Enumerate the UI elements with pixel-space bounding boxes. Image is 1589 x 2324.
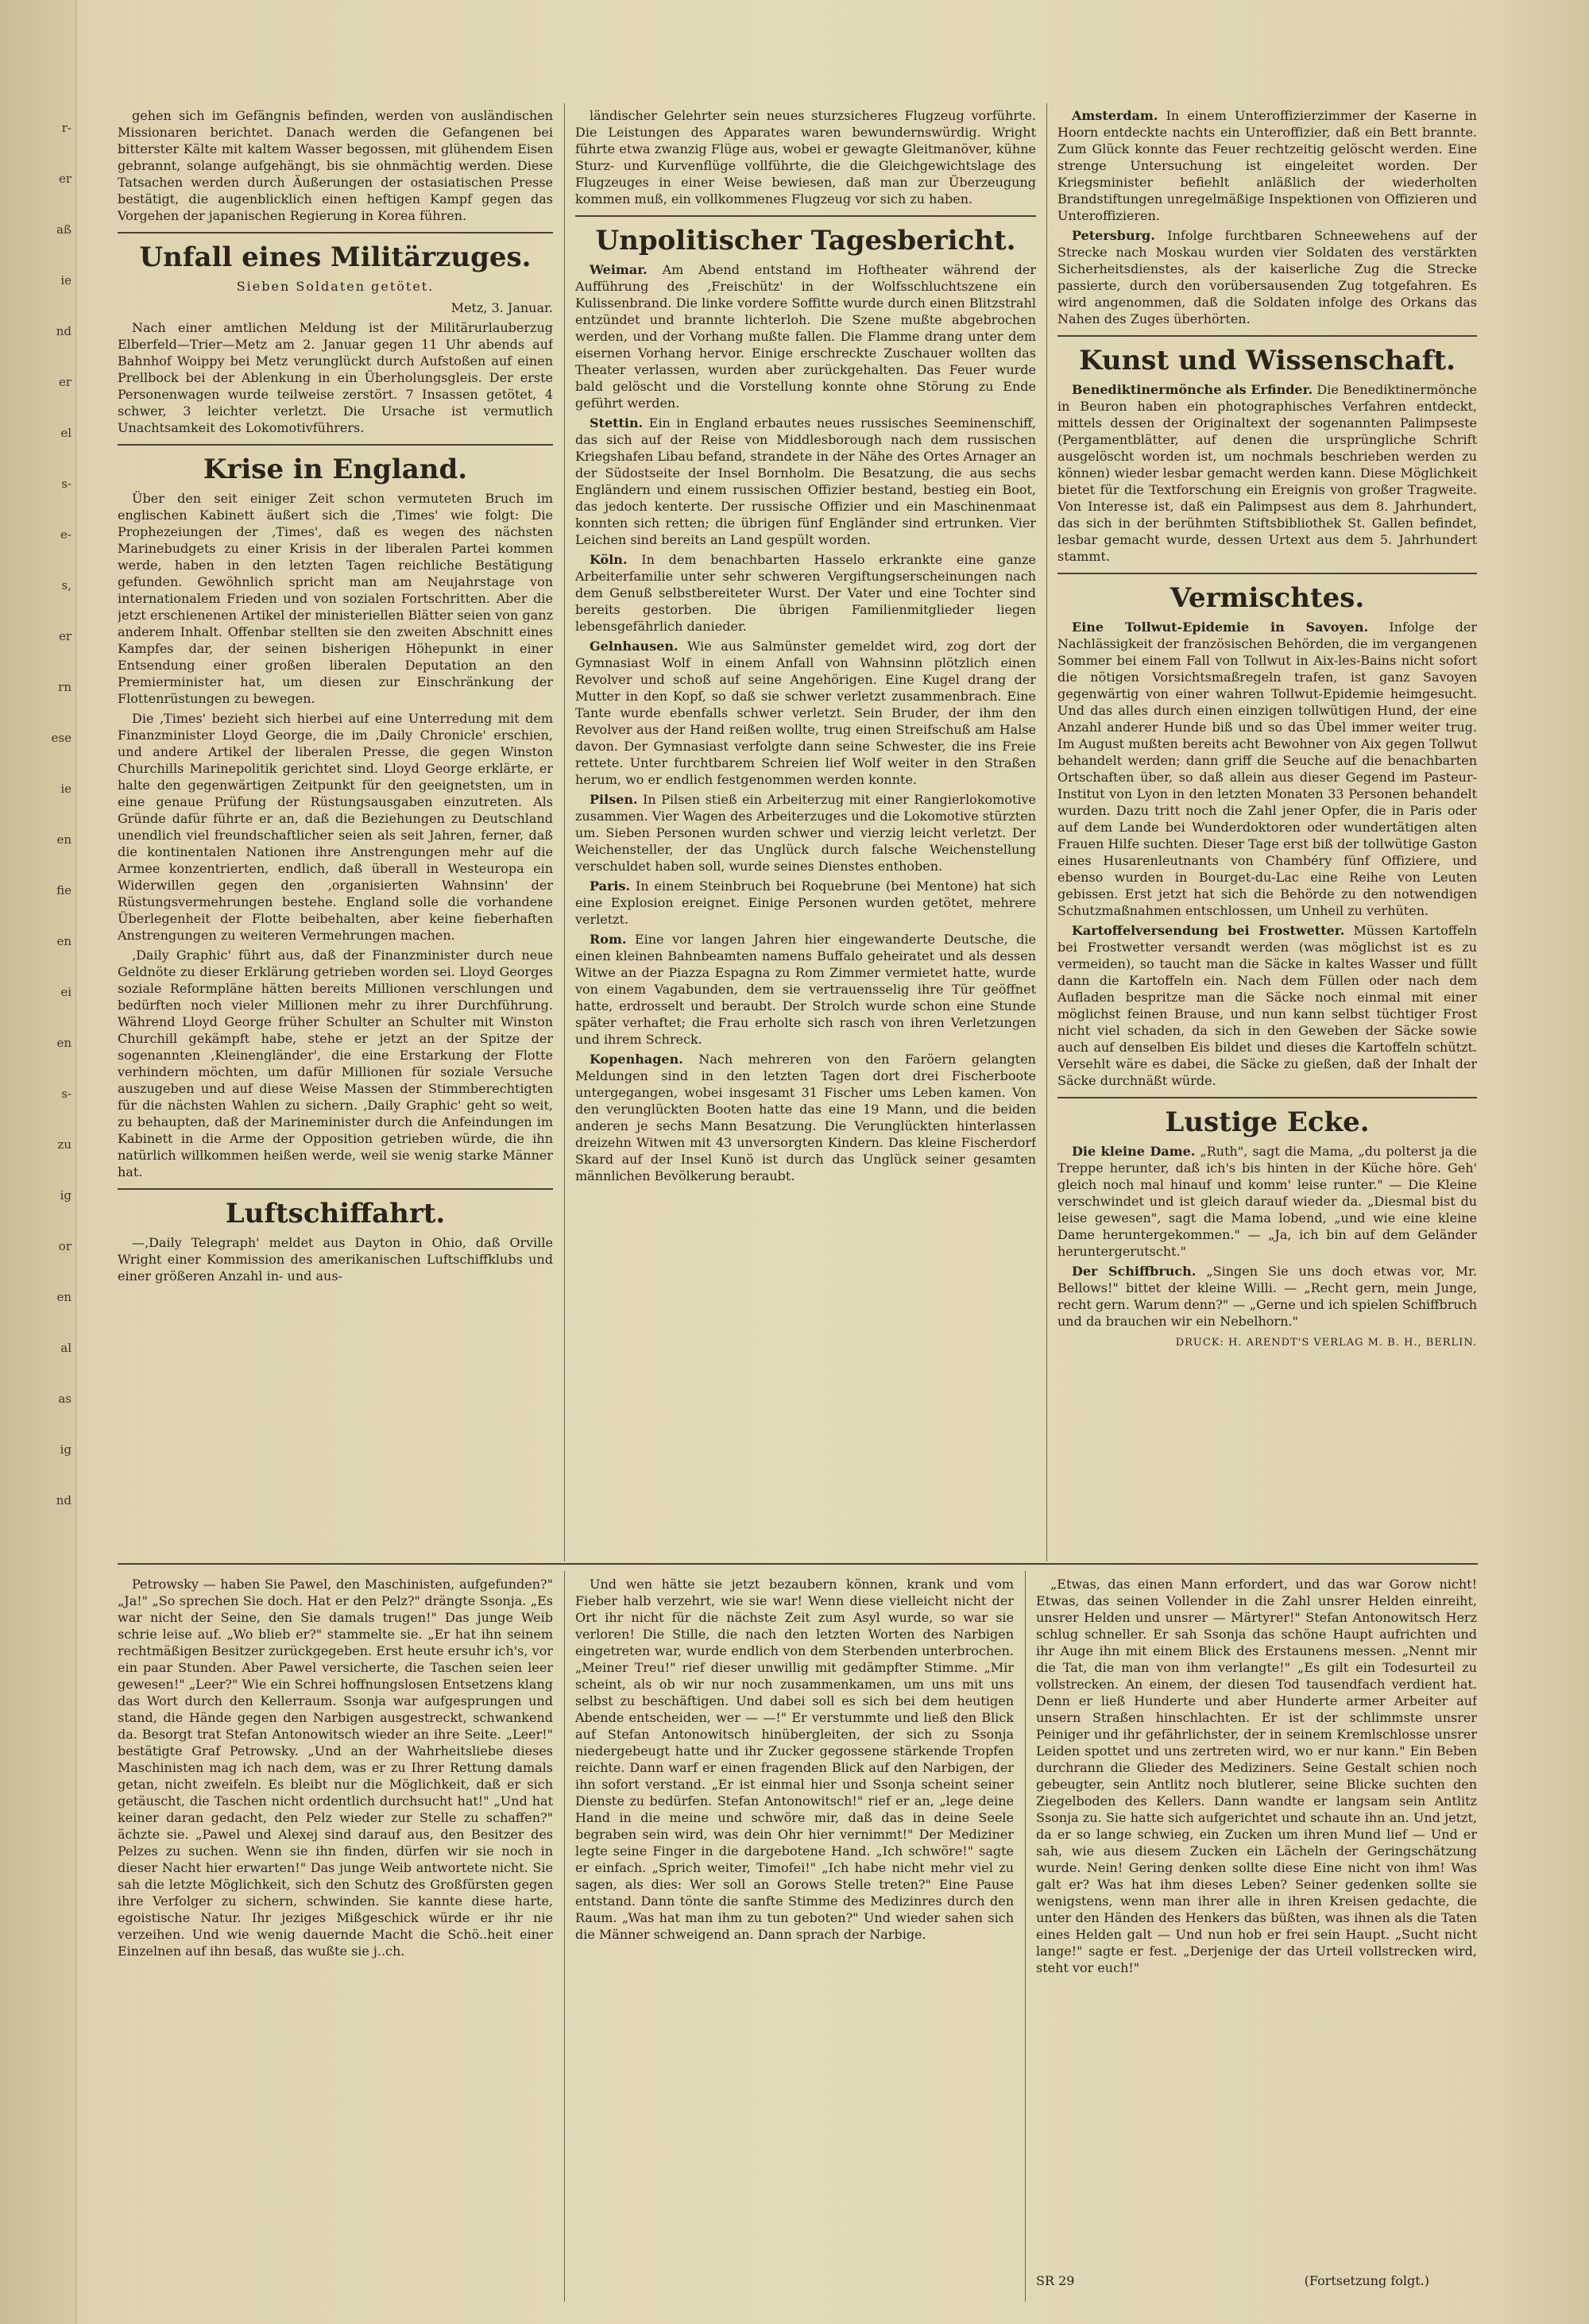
item-lead: Die kleine Dame. [1072,1144,1196,1159]
item-place: Weimar. [590,262,648,277]
headline-aviation: Luftschiffahrt. [225,1198,446,1230]
report-item [575,931,1036,1048]
gutter-text-fragment: er [58,629,72,643]
report-item [575,261,1036,411]
item-text: In Pilsen stieß ein Arbeiterzug mit einer Rangierlokomotive zusammen. Vier Wagen des Arbeiterzuges und die Lokomotive stürzten um. Sieben Personen wurden schwer und vierzig leicht verletzt. Der Weichensteller, der das Unglück durch falsche Weichenstellung verschuldet haben soll, wurde seines Dienstes enthoben. [575,792,1036,874]
item-place: Rom. [590,932,627,947]
headline-crisis-england: Krise in England. [203,454,468,485]
item-text: In einem Steinbruch bei Roquebrune (bei Mentone) hat sich eine Explosion ereignet. Einige Personen wurden getötet, mehrere verletzt. [575,878,1036,927]
gutter-text-fragment: er [58,172,72,186]
article-separator [118,232,553,234]
item-text: Infolge furchtbaren Schneewehens auf der Strecke nach Moskau wurden vier Soldaten des verstärkten Sicherheitsdienstes, als der kaiserliche Zug die Strecke passierte, durch den vorübersausenden Zug totgefahren. Es wird angenommen, daß die Soldaten infolge des Orkans das Nahen des Zuges überhörten. [1057,228,1477,326]
report-item [575,551,1036,635]
item-text: Nach mehreren von den Faröern gelangten Meldungen sind in den letzten Tagen dort drei Fischerboote untergegangen, wobei insgesamt 31 Fischer ums Leben kamen. Von den verunglückten Booten hatte das eine 19 Mann, und die beiden anderen je sechs Mann Besatzung. Die Verunglückten hinterlassen dreizehn Witwen mit 43 unversorgten Kindern. Das kleine Fischerdorf Skard auf der Insel Kunö ist durch das Unglück seiner gesamten männlichen Bevölkerung beraubt. [575,1052,1036,1183]
gutter-text-fragment: zu [57,1137,72,1152]
gutter-text-fragment: ie [60,273,72,288]
gutter-text-fragment: s- [61,1087,72,1101]
item-text: Die Benediktinermönche in Beuron haben ein photographisches Verfahren entdeckt, mittels dessen der Originaltext der sogenannten Palimpseste (Pergamentblätter, auf denen die ursprüngliche Schrift ausgelöscht worden ist, um nochmals beschrieben werden zu können) wieder lesbar gemacht werden kann. Diese Möglichkeit bietet für die Textforschung ein Ereignis von großer Tragweite. Von Interesse ist, daß ein Palimpsest aus dem 8. Jahrhundert, das sich in der berühmten Stiftsbibliothek St. Gallen befindet, lesbar gemacht wurde, dessen Urtext aus dem 5. Jahrhundert stammt. [1057,382,1477,564]
subheadline: Sieben Soldaten getötet. [236,279,435,294]
article-text [1057,381,1477,565]
gutter-text-fragment: en [56,934,72,948]
article-separator [118,444,553,446]
gutter-text-fragment: en [56,1036,72,1050]
feuilleton-column-1 [118,1576,553,2299]
gutter-text-fragment: r- [61,121,72,135]
article-text: gehen sich im Gefängnis befinden, werden von ausländischen Missionaren berichtet. Danach werden die Gefangenen bei bitterster Kälte mit kaltem Wasser begossen, mit glühendem Eisen gebrannt, solange aufgehängt, bis sie ohnmächtig werden. Diese Tatsachen werden durch Äußerungen der ostasiatischen Presse bestätigt, die augenblicklich einen heftigen Kampf gegen das Vorgehen der japanischen Regierung in Korea führen. [118,108,553,223]
item-text: „Ruth", sagt die Mama, „du polterst ja die Treppe herunter, daß ich's bis hinten in der Küche höre. Geh' gleich noch mal hinauf und komm' leise runter." — Die Kleine verschwindet und ist gleich darauf wieder da. „Diesmal bist du leise gewesen", sagt die Mama lobend, „und wie eine kleine Dame heruntergekommen." — „Ja, ich bin auf dem Geländer heruntergerutscht." [1057,1144,1477,1259]
gutter-text-fragment: el [60,426,72,440]
gutter-text-fragment: as [58,1392,72,1406]
headline-funny-corner: Lustige Ecke. [1165,1106,1370,1138]
column-rule [564,1571,565,2302]
headline-daily-report: Unpolitischer Tagesbericht. [595,225,1016,257]
printer-imprint: DRUCK: H. ARENDT'S VERLAG M. B. H., BERLIN. [1175,1337,1477,1349]
article-text: Die ‚Times' bezieht sich hierbei auf eine Unterredung mit dem Finanzminister Lloyd George, die im ‚Daily Chronicle' erschien, und andere Artikel der liberalen Presse, die gegen Winston Churchills Marinepolitik gerichtet sind. Lloyd George erklärte, er halte den gegenwärtigen Zeitpunkt für den geeignetsten, um in eine genaue Prüfung der Rüstungsausgaben einzutreten. Als Gründe dafür führte er an, daß die Beziehungen zu Deutschland unendlich viel freundschaftlicher seien als seit Jahren, ferner, daß die kontinentalen Nationen ihre Anstrengungen mehr auf die Armee konzentrierten, endlich, daß überall in Westeuropa ein Widerwillen gegen den ‚organisierten Wahnsinn' der Rüstungsvermehrungen bestehe. England solle die vorhandene Überlegenheit der Flotte beibehalten, aber keine fieberhaften Anstrengungen zu weiteren Vermehrungen machen. [118,711,553,943]
gutter-text-fragment: aß [56,222,72,237]
headline-art-science: Kunst und Wissenschaft. [1079,345,1456,376]
article-text [1057,1143,1477,1260]
gutter-text-fragment: al [60,1341,72,1355]
headline-train-accident: Unfall eines Militärzuges. [139,241,532,273]
column-rule [564,103,565,1562]
gutter-text-fragment: fie [56,883,72,898]
item-place: Gelnhausen. [590,639,679,654]
report-item [575,878,1036,928]
article-text [1057,922,1477,1089]
report-item [1057,227,1477,327]
article-text: Über den seit einiger Zeit schon vermuteten Bruch im englischen Kabinett äußert sich die ‚Times' wie folgt: Die Prophezeiungen der ‚Times', daß es wegen des nächsten Marinebudgets zu einer Krisis in der liberalen Partei kommen werde, haben in den letzten Tagen reichliche Bestätigung gefunden. Gewöhnlich spricht man am Neujahrstage von internationalem Frieden und von sozialen Fortschritten. Aber die jetzt erschienenen Artikel der ministeriellen Blätter seien von ganz anderem Inhalt. Offenbar stellten sie den zweiten Abschnitt eines Kampfes dar, der seinen bisherigen Höhepunkt in einer Entsendung einer großen liberalen Deputation an den Premierminister hat, um diesen zur Einschränkung der Flottenrüstungen zu bewegen. [118,491,553,706]
feuilleton-footer [1036,2273,1477,2297]
gutter-text-fragment: s- [61,477,72,491]
item-place: Amsterdam. [1072,108,1158,123]
item-place: Stettin. [590,415,644,430]
article-text: Nach einer amtlichen Meldung ist der Militärurlauberzug Elberfeld—Trier—Metz am 2. Januar gegen 11 Uhr abends auf Bahnhof Woippy bei Metz verunglückt durch Aufstoßen auf einen Prellbock bei der Ablenkung in ein Überholungsgleis. Der erste Personenwagen wurde teilweise zerstört. 7 Insassen getötet, 4 schwer, 3 leichter verletzt. Die Ursache ist vermutlich Unachtsamkeit des Lokomotivführers. [118,320,553,435]
article-separator [1057,573,1477,574]
novel-text: Und wen hätte sie jetzt bezaubern können, krank und vom Fieber halb verzehrt, wie sie war! Wenn diese vielleicht nicht der Ort ihr nicht für die nächste Zeit zum Asyl wurde, so war sie verloren! Die Stille, die nach den letzten Worten des Narbigen eingetreten war, wurde endlich von dem Sterbenden unterbrochen. „Meiner Treu!" rief dieser unwillig mit gedämpfter Stimme. „Mir scheint, als ob wir nur noch zusammenkamen, um uns mit uns selbst zu beschäftigen. Und dabei soll es sich bei dem heutigen Abende entscheiden, wer — —!" Er verstummte und ließ den Blick auf Stefan Antonowitsch hinübergleiten, der sich zu Ssonja niedergebeugt hatte und ihr Zucker gegossene stärkende Tropfen reichte. Dann warf er einen fragenden Blick auf den Narbigen, der ihn sofort verstand. „Er ist einmal hier und Ssonja scheint seiner Dienste zu bedürfen. Stefan Antonowitsch!" rief er an, „lege deine Hand in die meine und schwöre mir, daß das in deine Seele begraben sein wird, was dein Ohr hier vernimmt!" Der Mediziner legte seine Finger in die dargebotene Hand. „Ich schwöre!" sagte er einfach. „Sprich weiter, Timofei!" „Ich habe nicht mehr viel zu sagen, als dies: Wer soll an Gorows Stelle treten?" Eine Pause entstand. Dann tönte die sanfte Stimme des Medizinres durch den Raum. „Was hat man ihm zu tun geboten?" Und wieder sahen sich die Männer schweigend an. Dann sprach der Narbige. [575,1577,1014,1942]
article-text: ‚Daily Graphic' führt aus, daß der Finanzminister durch neue Geldnöte zu dieser Erklärung getrieben worden sei. Lloyd Georges soziale Reformpläne hätten bereits Millionen verschlungen und bedürften noch vieler Millionen mehr zu ihrer Durchführung. Während Lloyd George früher Schulter an Schulter mit Winston Churchill gekämpft habe, stehe er jetzt an der Spitze der sogenannten ‚Kleinengländer', die eine Erstarkung der Flotte verhindern möchten, um dafür Millionen für soziale Versuche auszugeben und auf diese Weise Massen der Stimmberechtigten für die nächsten Wahlen zu sichern. ‚Daily Graphic' geht so weit, zu behaupten, daß der Marineminister durch die Anfeindungen im Kabinett in die Arme der Opposition getrieben würde, die ihn natürlich willkommen heißen werde, weil sie wenig starke Männer hat. [118,948,553,1179]
column-1 [118,107,553,1558]
item-text: Infolge der Nachlässigkeit der französischen Behörden, die im vergangenen Sommer bei einem Fall von Tollwut in Aix-les-Bains nicht sofort die nötigen Vorsichtsmaßregeln trafen, ist ganz Savoyen gegenwärtig von einer wahren Tollwut-Epidemie heimgesucht. Und das alles durch einen einzigen tollwütigen Hund, der eine Anzahl anderer Hunde biß und so das Übel immer weiter trug. Im August mußten bereits acht Bewohner von Aix gegen Tollwut behandelt werden; dann griff die Seuche auf die benachbarten Ortschaften über, so daß allein aus dieser Gegend im Pasteur-Institut von Lyon in den letzten Monaten 33 Personen behandelt wurden. Dazu tritt noch die Zahl jener Opfer, die in Paris oder auf dem Lande bei Wunderdoktoren oder wundertätigen alten Frauen Hilfe suchten. Dieser Tage erst biß der tollwütige Gaston eines Husarenleutnants von Chambéry fünf Offiziere, und ebenso wurden in Bourget-du-Lac eine Reihe von Leuten gebissen. Erst jetzt hat sich die Behörde zu den notwendigen Schutzmaßnahmen entschlossen, um Unheil zu verhüten. [1057,620,1477,918]
novel-text: Petrowsky — haben Sie Pawel, den Maschinisten, aufgefunden?" „Ja!" „So sprechen Sie doch. Hat er den Pelz?" drängte Ssonja. „Es war nicht der Seine, den Sie damals trugen!" Das junge Weib schrie leise auf. „Wo blieb er?" stammelte sie. „Er hat ihn seinem rechtmäßigen Besitzer zurückgegeben. Erst heute ersuhr ich's, vor ein paar Stunden. Aber Pawel versicherte, die Taschen seien leer gewesen!" „Leer?" Wie ein Schrei hoffnungslosen Entsetzens klang das Wort durch den Kellerraum. Ssonja war aufgesprungen und stand, die Hände gegen den Narbigen ausgestreckt, schwankend da. Besorgt trat Stefan Antonowitsch wieder an ihre Seite. „Leer!" bestätigte Graf Petrowsky. „Und an der Wahrheitsliebe dieses Maschinisten mag ich nach dem, was er zu Ihrer Rettung damals getan, nicht zweifeln. Es bleibt nur die Möglichkeit, daß er sich getäuscht, die Taschen nicht ordentlich durchsucht hat!" „Und hat keiner daran gedacht, den Pelz wieder zur Stelle zu schaffen?" ächzte sie. „Pawel und Alexej sind darauf aus, den Besitzer des Pelzes zu suchen. Wenn sie ihn finden, dürfen wir sie noch in dieser Nacht hier erwarten!" Das junge Weib antwortete nicht. Sie sah die letzte Möglichkeit, sich den Schutz des Großfürsten gegen ihre Verfolger zu sichern, schwinden. Sie kannte diese harte, egoistische Natur. Ihr jeziges Mißgeschick würde er ihr nie verzeihen. Und wie wenig dauernde Macht die Schö..heit einer Einzelnen auf ihn besaß, das wußte sie j..ch. [118,1577,553,1959]
article-text [1057,1263,1477,1330]
item-text: „Singen Sie uns doch etwas vor, Mr. Bellows!" bittet der kleine Willi. — „Recht gern, mein Junge, recht gern. Warum denn?" — „Gerne und ich spielen Schiffbruch und da brauchen wir ein Nebelhorn." [1057,1264,1477,1329]
gutter-text-fragment: er [58,375,72,389]
feuilleton-divider [118,1563,1478,1565]
gutter-text-fragment: nd [56,324,72,338]
article-separator [1057,1097,1477,1098]
article-separator [1057,335,1477,337]
report-item [575,415,1036,548]
item-text: Wie aus Salmünster gemeldet wird, zog dort der Gymnasiast Wolf in einem Anfall von Wahnsinn plötzlich einen Revolver und schoß auf seine Angehörigen. Eine Kugel drang der Mutter in den Kopf, so daß sie schwer verletzt zusammenbrach. Eine Tante wurde ebenfalls schwer verletzt. Sein Bruder, der ihm den Revolver aus der Hand reißen wollte, trug einen Streifschuß am Halse davon. Der Gymnasiast verfolgte dann seine Schwester, die ins Freie rettete. Unter furchtbarem Schreien lief Wolf weiter in den Straßen herum, wo er endlich festgenommen werden konnte. [575,639,1036,787]
gutter-text-fragment: ie [60,782,72,796]
item-lead: Eine Tollwut-Epidemie in Savoyen. [1072,620,1369,635]
item-text: Ein in England erbautes neues russisches Seeminenschiff, das sich auf der Reise von Middlesborough nach dem russischen Kriegshafen Libau befand, strandete in der Nähe des Ortes Arnager an der Südostseite der Insel Bornholm. Die Besatzung, die aus sechs Engländern und einem russischen Offizier bestand, bestieg ein Boot, das jedoch kenterte. Der russische Offizier und ein Maschinenmaat konnten sich retten; die übrigen fünf Engländer sind ertrunken. Vier Leichen sind bereits an Land gespült worden. [575,415,1036,547]
report-item [1057,107,1477,224]
feuilleton-column-2 [575,1576,1014,2299]
report-item [575,1051,1036,1184]
item-lead: Kartoffelversendung bei Frostwetter. [1072,923,1345,938]
report-item [575,638,1036,788]
gutter-text-fragment: ese [51,731,72,745]
gutter-text-fragment: s, [61,578,72,593]
dateline: Metz, 3. Januar. [450,300,553,315]
column-rule [1046,103,1047,1562]
adjacent-page-margin [0,0,76,2324]
gutter-text-fragment: ig [60,1442,72,1457]
folio-number: SR 29 [1036,2273,1075,2288]
gutter-text-fragment: rn [58,680,72,694]
gutter-text-fragment: en [56,832,72,847]
continued-note: (Fortsetzung folgt.) [1304,2273,1429,2288]
gutter-text-fragment: ei [60,985,72,999]
item-place: Paris. [590,878,631,894]
item-text: In einem Unteroffizierzimmer der Kaserne in Hoorn entdeckte nachts ein Unteroffizier, daß ein Bett brannte. Zum Glück konnte das Feuer rechtzeitig gelöscht werden. Eine strenge Untersuchung ist eingeleitet worden. Der Kriegsminister befiehlt anläßlich der wiederholten Brandstiftungen unregelmäßige Inspektionen von Offizieren und Unteroffizieren. [1057,108,1477,223]
novel-text: „Etwas, das einen Mann erfordert, und das war Gorow nicht! Etwas, das seinen Vollender in die Zahl unsrer Helden einreiht, unsrer Helden und unsrer — Märtyrer!" Stefan Antonowitsch Herz schlug schneller. Er sah Ssonja das schöne Haupt aufrichten und ihr Auge ihn mit einem Blick des Erstaunens messen. „Nennt mir die Tat, die man von ihm verlangte!" „Es gilt ein Todesurteil zu vollstrecken. An einem, der diesen Tod tausendfach verdient hat. Denn er ließ Hunderte und aber Hunderte armer Arbeiter auf unsern Straßen hinschlachten. Er ist der schlimmste unsrer Peiniger und ihr gefährlichster, der in seinem Kremlschlosse unsrer Leiden spottet und uns zertreten wird, wo er nur kann." Ein Beben durchrann die Glieder des Mediziners. Seine Gestalt schien noch gebeugter, sein Antlitz noch blutlerer, seine Blicke suchten den Ziegelboden des Kellers. Dann wandte er langsam sein Antlitz Ssonja zu. Sie hatte sich aufgerichtet und schaute ihn an. Und jetzt, da er so lange schwieg, ein Zucken um ihren Mund lief — Und er sah, wie aus diesem Zucken ein Lächeln der Geringschätzung wurde. Nein! Gering denken sollte diese Eine nicht von ihm! Was galt er? Was hat ihm dieses Leben? Seiner gedenken sollte sie wenigstens, wenn man ihrer alle in ihren Kreisen gedachte, die unter den Händen des Henkers das büßten, was ihnen als die Taten eines Helden galt — Und nun hob er frei sein Haupt. „Sucht nicht lange!" sagte er fest. „Derjenige der das Urteil vollstrecken wird, steht vor euch!" [1036,1577,1477,1975]
headline-miscellaneous: Vermischtes. [1170,582,1365,614]
article-text: —‚Daily Telegraph' meldet aus Dayton in Ohio, daß Orville Wright einer Kommission des amerikanischen Luftschiffklubs und einer größeren Anzahl in- und aus- [118,1235,553,1284]
item-place: Kopenhagen. [590,1052,683,1067]
gutter-text-fragment: en [56,1290,72,1304]
feuilleton-column-3 [1036,1576,1477,2275]
item-text: Eine vor langen Jahren hier eingewanderte Deutsche, die einen kleinen Bahnbeamten namens Buffalo geheiratet und als dessen Witwe an der Piazza Espagna zu Rom Zimmer vermietet hatte, wurde von einem Vagabunden, dem sie vertrauensselig ihre Tür geöffnet hatte, erdrosselt und beraubt. Der Strolch wurde schon eine Stunde später verhaftet; die Frau erholte sich rasch von ihren Verletzungen und ihrem Schreck. [575,932,1036,1047]
gutter-text-fragment: or [58,1239,72,1253]
item-text: Am Abend entstand im Hoftheater während der Aufführung des ‚Freischütz' in der Wolfsschluchtszene ein Kulissenbrand. Die linke vordere Soffitte wurde durch einen Blitzstrahl entzündet und brannte lichterloh. Die Szene mußte abgebrochen werden, und der Vorhang mußte fallen. Die Flamme drang unter dem eisernen Vorhang hervor. Einige erschreckte Zuschauer wollten das Theater verlassen, wurden aber zurückgehalten. Das Feuer wurde bald gelöscht und die Vorstellung konnte ohne Störung zu Ende geführt werden. [575,262,1036,411]
report-item [575,791,1036,874]
article-text [1057,619,1477,919]
item-place: Köln. [590,552,628,567]
article-separator [575,215,1036,217]
item-lead: Benediktinermönche als Erfinder. [1072,382,1313,397]
item-place: Petersburg. [1072,228,1155,243]
column-3 [1057,107,1477,1558]
item-text: In dem benachbarten Hasselo erkrankte eine ganze Arbeiterfamilie unter sehr schweren Vergiftungserscheinungen nach dem Genuß selbstbereiteter Wurst. Der Vater und eine Tochter sind bereits gestorben. Die übrigen Familienmitglieder liegen lebensgefährlich danieder. [575,552,1036,634]
gutter-text-fragment: nd [56,1493,72,1508]
column-2 [575,107,1036,1558]
item-text: Müssen Kartoffeln bei Frostwetter versandt werden (was möglichst ist es zu vermeiden), so taucht man die Säcke in kaltes Wasser und füllt dann die Kartoffeln ein. Nach dem Füllen oder nach dem Aufladen bespritze man die Säcke noch einmal mit einer möglichst feinen Brause, und nun kann selbst tüchtiger Frost nicht viel schaden, da sich in den Geweben der Säcke sowie auch auf denselben Eis bildet und dieses die Kartoffeln schützt. Versehlt wäre es dabei, die Säcke zu gießen, daß der Inhalt der Säcke durchnäßt würde. [1057,923,1477,1088]
article-separator [118,1188,553,1190]
item-place: Pilsen. [590,792,638,807]
article-text: ländischer Gelehrter sein neues sturzsicheres Flugzeug vorführte. Die Leistungen des Apparates waren bewundernswürdig. Wright führte etwa zwanzig Flüge aus, wobei er gewagte Gleitmanöver, kühne Sturz- und Kurvenflüge vollführte, die die Gleichgewichtslage des Flugzeuges in einer Weise bewiesen, daß man zur Überzeugung kommen muß, ein vollkommenes Flugzeug vor sich zu haben. [575,108,1036,207]
item-lead: Der Schiffbruch. [1072,1264,1197,1279]
column-rule [1025,1571,1026,2302]
gutter-text-fragment: e- [60,527,72,542]
gutter-text-fragment: ig [60,1188,72,1203]
